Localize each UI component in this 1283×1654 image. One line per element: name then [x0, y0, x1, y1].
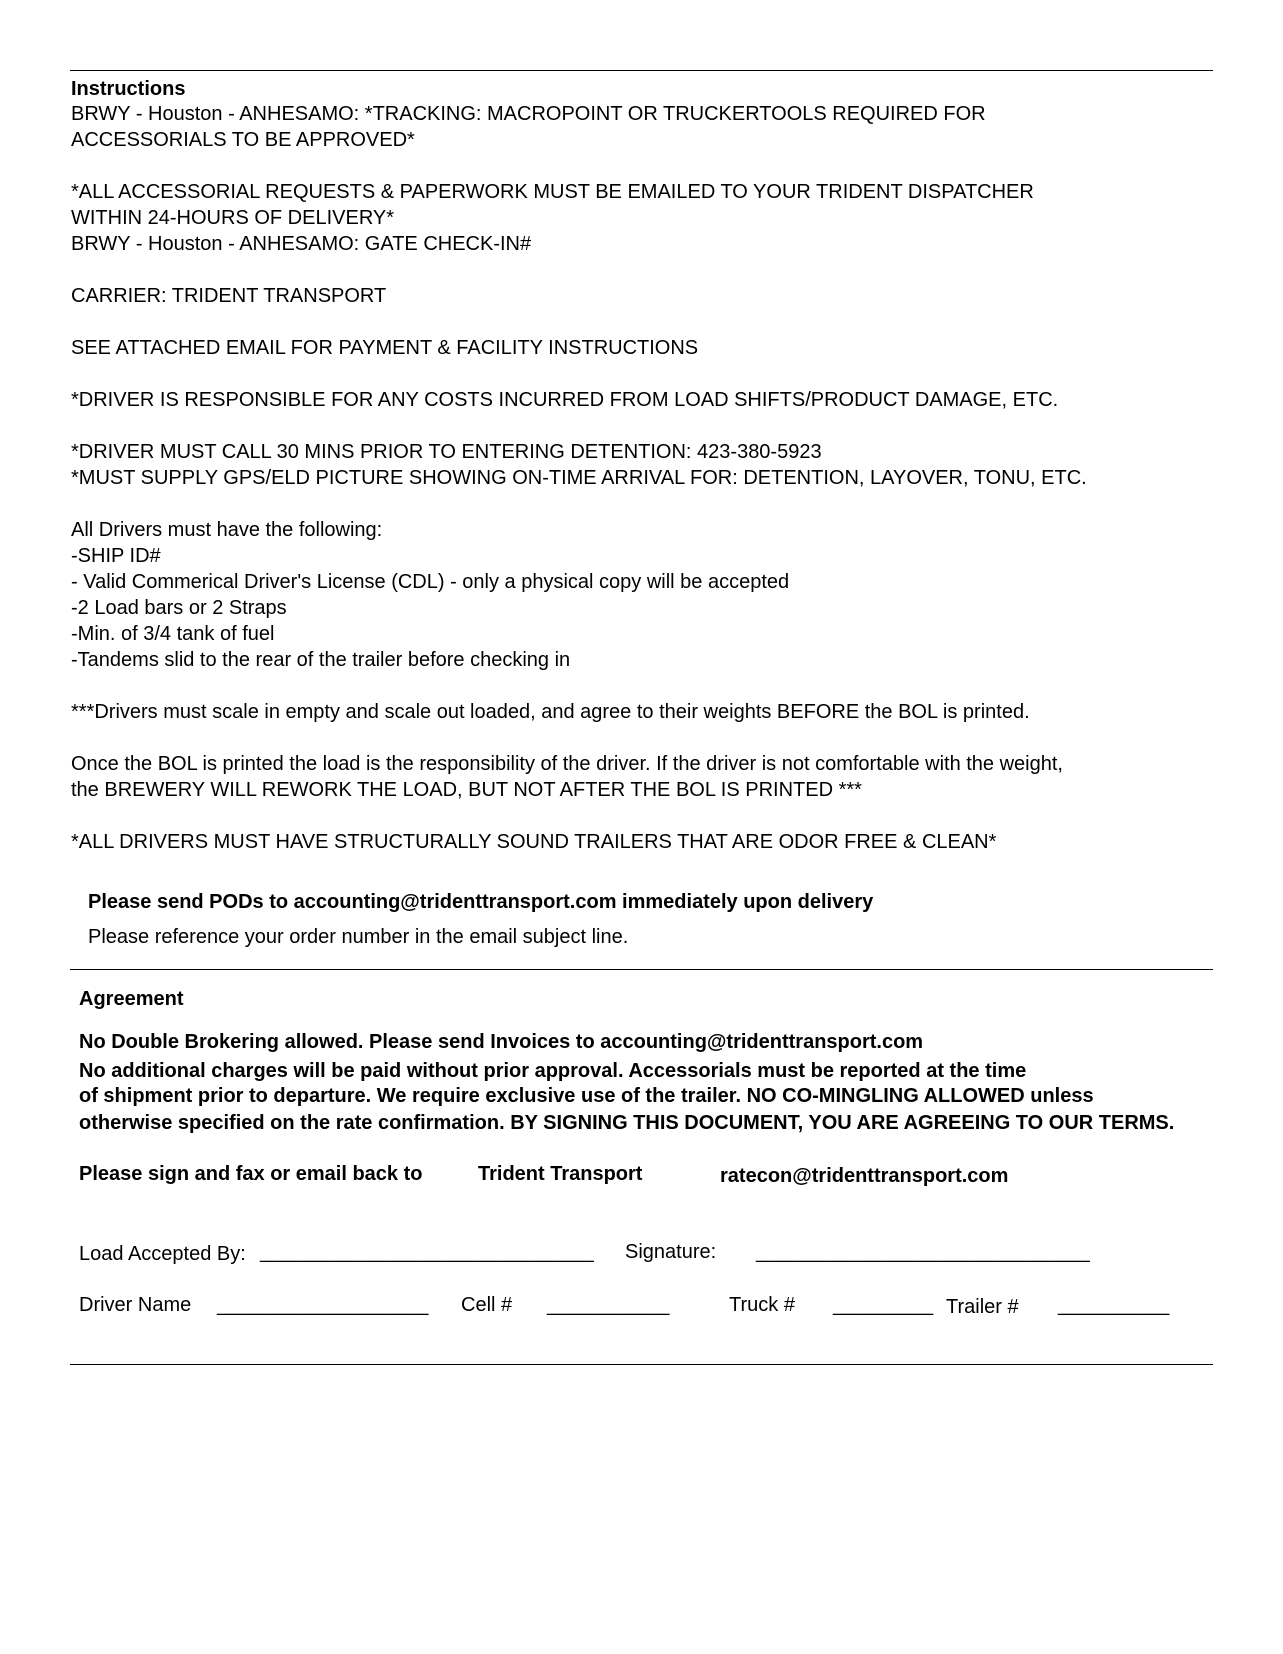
- instruction-line: All Drivers must have the following:: [71, 519, 383, 541]
- ratecon-email[interactable]: ratecon@tridenttransport.com: [720, 1165, 1009, 1187]
- instruction-line: *DRIVER IS RESPONSIBLE FOR ANY COSTS INCURRED FROM LOAD SHIFTS/PRODUCT DAMAGE, ETC.: [71, 389, 1059, 411]
- middle-rule: [70, 969, 1213, 970]
- agreement-line: otherwise specified on the rate confirmation. BY SIGNING THIS DOCUMENT, YOU ARE AGREEING TO OUR TERMS.: [79, 1112, 1175, 1134]
- instruction-line: -Min. of 3/4 tank of fuel: [71, 623, 275, 645]
- agreement-line: of shipment prior to departure. We require exclusive use of the trailer. NO CO-MINGLING ALLOWED unless: [79, 1085, 1094, 1107]
- truck-label: Truck #: [729, 1294, 795, 1316]
- trailer-field[interactable]: __________: [1058, 1294, 1170, 1316]
- signature-field[interactable]: ______________________________: [756, 1241, 1090, 1263]
- instruction-line: *ALL DRIVERS MUST HAVE STRUCTURALLY SOUND TRAILERS THAT ARE ODOR FREE & CLEAN*: [71, 831, 997, 853]
- instruction-line: - Valid Commerical Driver's License (CDL) - only a physical copy will be accepted: [71, 571, 790, 593]
- instruction-line: BRWY - Houston - ANHESAMO: GATE CHECK-IN#: [71, 233, 532, 255]
- instruction-line: Once the BOL is printed the load is the responsibility of the driver. If the driver is not comfortable with the weight,: [71, 753, 1063, 775]
- instruction-line: CARRIER: TRIDENT TRANSPORT: [71, 285, 387, 307]
- instruction-line: -2 Load bars or 2 Straps: [71, 597, 287, 619]
- instruction-line: SEE ATTACHED EMAIL FOR PAYMENT & FACILITY INSTRUCTIONS: [71, 337, 699, 359]
- instruction-line: BRWY - Houston - ANHESAMO: *TRACKING: MACROPOINT OR TRUCKERTOOLS REQUIRED FOR: [71, 103, 986, 125]
- instruction-line: -Tandems slid to the rear of the trailer before checking in: [71, 649, 571, 671]
- load-accepted-label: Load Accepted By:: [79, 1243, 246, 1265]
- company-name: Trident Transport: [478, 1163, 643, 1185]
- pods-title: Please send PODs to accounting@tridenttransport.com immediately upon delivery: [88, 891, 874, 913]
- agreement-heading: Agreement: [79, 988, 184, 1010]
- bottom-rule: [70, 1364, 1213, 1365]
- instruction-line: the BREWERY WILL REWORK THE LOAD, BUT NOT AFTER THE BOL IS PRINTED ***: [71, 779, 862, 801]
- agreement-line: No Double Brokering allowed. Please send Invoices to accounting@tridenttransport.com: [79, 1031, 924, 1053]
- trailer-label: Trailer #: [946, 1296, 1019, 1318]
- instruction-line: -SHIP ID#: [71, 545, 161, 567]
- sign-instruction: Please sign and fax or email back to: [79, 1163, 423, 1185]
- instruction-line: *MUST SUPPLY GPS/ELD PICTURE SHOWING ON-TIME ARRIVAL FOR: DETENTION, LAYOVER, TONU, ETC.: [71, 467, 1087, 489]
- top-rule: [70, 70, 1213, 71]
- driver-name-label: Driver Name: [79, 1294, 192, 1316]
- pods-note: Please reference your order number in the email subject line.: [88, 926, 629, 948]
- cell-label: Cell #: [461, 1294, 513, 1316]
- instruction-line: *ALL ACCESSORIAL REQUESTS & PAPERWORK MUST BE EMAILED TO YOUR TRIDENT DISPATCHER: [71, 181, 1034, 203]
- instructions-heading: Instructions: [71, 78, 186, 100]
- agreement-line: No additional charges will be paid without prior approval. Accessorials must be reported at the time: [79, 1060, 1027, 1082]
- cell-field[interactable]: ___________: [547, 1294, 670, 1316]
- truck-field[interactable]: _________: [833, 1294, 934, 1316]
- driver-name-field[interactable]: ___________________: [217, 1294, 429, 1316]
- instruction-line: *DRIVER MUST CALL 30 MINS PRIOR TO ENTERING DETENTION: 423-380-5923: [71, 441, 822, 463]
- instruction-line: ACCESSORIALS TO BE APPROVED*: [71, 129, 415, 151]
- instruction-line: WITHIN 24-HOURS OF DELIVERY*: [71, 207, 395, 229]
- signature-label: Signature:: [625, 1241, 717, 1263]
- instruction-line: ***Drivers must scale in empty and scale out loaded, and agree to their weights BEFORE the BOL is printed.: [71, 701, 1030, 723]
- load-accepted-field[interactable]: ______________________________: [260, 1241, 594, 1263]
